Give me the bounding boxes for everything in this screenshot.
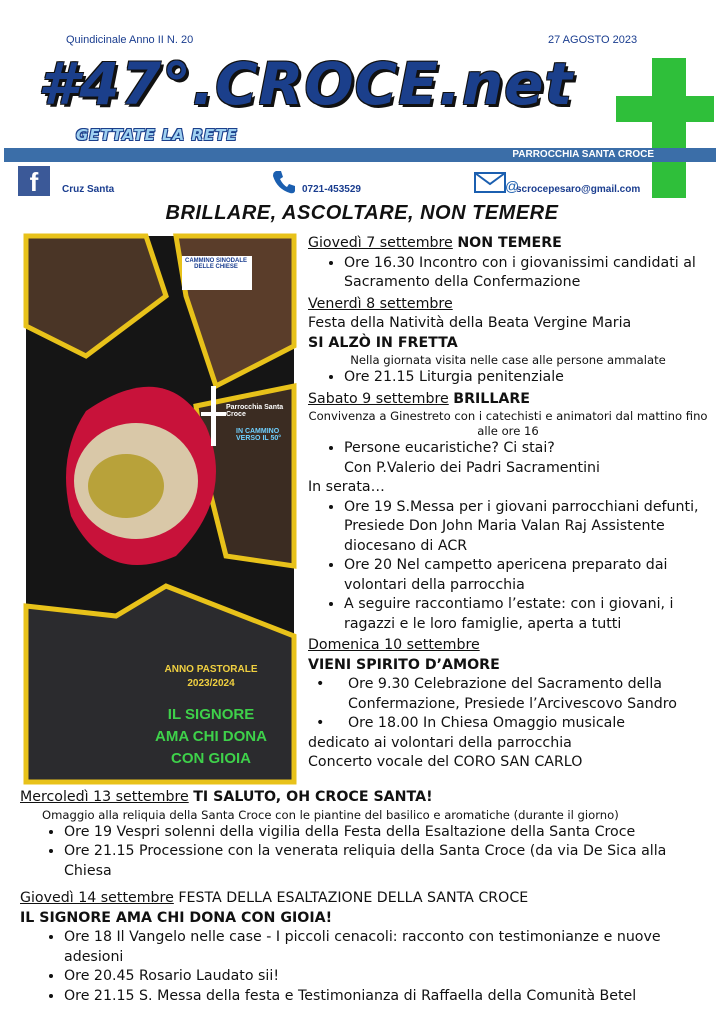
poster-image bbox=[26, 236, 294, 782]
list-item-subtext: dedicato ai volontari della parrocchia bbox=[308, 734, 572, 751]
event-day: Domenica 10 settembre bbox=[308, 637, 480, 653]
email-address[interactable]: scrocepesaro@gmail.com bbox=[516, 184, 641, 195]
list-item: • Ore 21.15 Liturgia penitenziale bbox=[344, 368, 708, 388]
poster-logo-text: CAMMINO SINODALE DELLE CHIESE bbox=[185, 258, 247, 270]
poster-artwork bbox=[26, 236, 294, 782]
list-item: • Ore 16.30 Incontro con i giovanissimi candidati al Sacramento della Confermazione bbox=[344, 254, 708, 293]
schedule-full-width bbox=[20, 788, 710, 1006]
event-wed13-heading bbox=[20, 788, 710, 808]
facebook-icon[interactable]: f bbox=[18, 166, 50, 196]
poster-motto-line3: CON GIOIA bbox=[170, 750, 251, 767]
event-list bbox=[308, 498, 708, 635]
poster-parish: Parrocchia Santa Croce bbox=[226, 404, 284, 418]
event-day: Giovedì 7 settembre bbox=[308, 235, 453, 251]
event-title: SI ALZÒ IN FRETTA bbox=[308, 334, 458, 351]
event-thu14-heading bbox=[20, 889, 710, 909]
schedule-column bbox=[308, 234, 708, 773]
event-evening: In serata… bbox=[308, 479, 385, 495]
facebook-label[interactable]: Cruz Santa bbox=[62, 184, 115, 195]
event-list bbox=[308, 368, 708, 388]
event-sat9-heading bbox=[308, 390, 708, 410]
event-list bbox=[20, 928, 710, 1006]
list-item-subtext: Concerto vocale del CORO SAN CARLO bbox=[308, 754, 583, 770]
list-item: • Ore 20 Nel campetto apericena preparato dai volontari della parrocchia bbox=[344, 556, 708, 595]
issue-number: Quindicinale Anno II N. 20 bbox=[66, 34, 194, 46]
event-day: Giovedì 14 settembre bbox=[20, 890, 174, 906]
list-item-text: Persone eucaristiche? Ci stai? bbox=[344, 440, 555, 456]
event-note: Omaggio alla reliquia della Santa Croce con le piantine del basilico e aromatiche (durante il giorno) bbox=[42, 807, 619, 822]
parish-name: PARROCCHIA SANTA CROCE bbox=[512, 149, 654, 160]
event-title: BRILLARE bbox=[453, 390, 530, 407]
event-note: Nella giornata visita nelle case alle persone ammalate bbox=[350, 353, 666, 367]
event-list bbox=[20, 823, 710, 882]
list-item: • A seguire raccontiamo l’estate: con i giovani, i ragazzi e le loro famiglie, aperta a tutti bbox=[344, 595, 708, 634]
event-day: Sabato 9 settembre bbox=[308, 390, 449, 407]
event-title: IL SIGNORE AMA CHI DONA CON GIOIA! bbox=[20, 909, 333, 926]
event-day: Mercoledì 13 settembre bbox=[20, 789, 189, 805]
event-title: TI SALUTO, OH CROCE SANTA! bbox=[193, 789, 433, 805]
event-feast: FESTA DELLA ESALTAZIONE DELLA SANTA CROCE bbox=[178, 890, 529, 906]
list-item: • Ore 21.15 S. Messa della festa e Testimonianza di Raffaella della Comunità Betel bbox=[64, 987, 710, 1007]
list-item: • Ore 20.45 Rosario Laudato sii! bbox=[64, 967, 710, 987]
list-item: • Ore 19 Vespri solenni della vigilia della Festa della Esaltazione della Santa Croce bbox=[64, 823, 710, 843]
list-item: • Ore 9.30 Celebrazione del Sacramento della Confermazione, Presiede l’Arcivescovo Sandro bbox=[308, 675, 708, 714]
event-note: Convivenza a Ginestreto con i catechisti e animatori dal mattino fino alle ore 16 bbox=[308, 409, 708, 438]
list-item bbox=[344, 439, 708, 478]
poster-motto-line1: IL SIGNORE bbox=[167, 706, 255, 723]
phone-number[interactable]: 0721-453529 bbox=[302, 184, 361, 195]
poster-anniversary: IN CAMMINO VERSO IL 50° bbox=[236, 428, 282, 442]
page-headline: BRILLARE, ASCOLTARE, NON TEMERE bbox=[165, 202, 559, 224]
green-cross-vertical bbox=[652, 58, 686, 198]
event-thu7-heading bbox=[308, 234, 708, 254]
list-item-subtext: Con P.Valerio dei Padri Sacramentini bbox=[344, 459, 600, 476]
event-list bbox=[308, 254, 708, 293]
list-item: • Ore 19 S.Messa per i giovani parrocchiani defunti, Presiede Don John Maria Valan Raj Assistente diocesano di ACR bbox=[344, 498, 708, 557]
event-day: Venerdì 8 settembre bbox=[308, 295, 453, 312]
issue-date: 27 AGOSTO 2023 bbox=[548, 34, 638, 46]
event-feast: Festa della Natività della Beata Vergine Maria bbox=[308, 315, 632, 331]
masthead-motto: GETTATE LA RETE bbox=[76, 126, 238, 144]
list-item: • Ore 21.15 Processione con la venerata reliquia della Santa Croce (da via De Sica alla Chiesa bbox=[64, 842, 710, 881]
phone-icon bbox=[270, 168, 298, 200]
poster-year-label: ANNO PASTORALE bbox=[164, 664, 258, 675]
list-item: • Ore 18 Il Vangelo nelle case - I piccoli cenacoli: racconto con testimonianze e nuove adesioni bbox=[64, 928, 710, 967]
event-list bbox=[308, 439, 708, 478]
poster-year: 2023/2024 bbox=[187, 678, 235, 689]
poster-motto-line2: AMA CHI DONA bbox=[155, 728, 267, 745]
masthead-title: #47°.CROCE.net bbox=[38, 50, 574, 118]
event-title: NON TEMERE bbox=[457, 235, 562, 251]
event-title: VIENI SPIRITO D’AMORE bbox=[308, 656, 500, 673]
svg-text:@: @ bbox=[505, 178, 520, 194]
list-item: • Ore 18.00 In Chiesa Omaggio musicale bbox=[308, 714, 708, 734]
green-cross-horizontal bbox=[616, 96, 714, 122]
mail-icon bbox=[474, 172, 520, 198]
